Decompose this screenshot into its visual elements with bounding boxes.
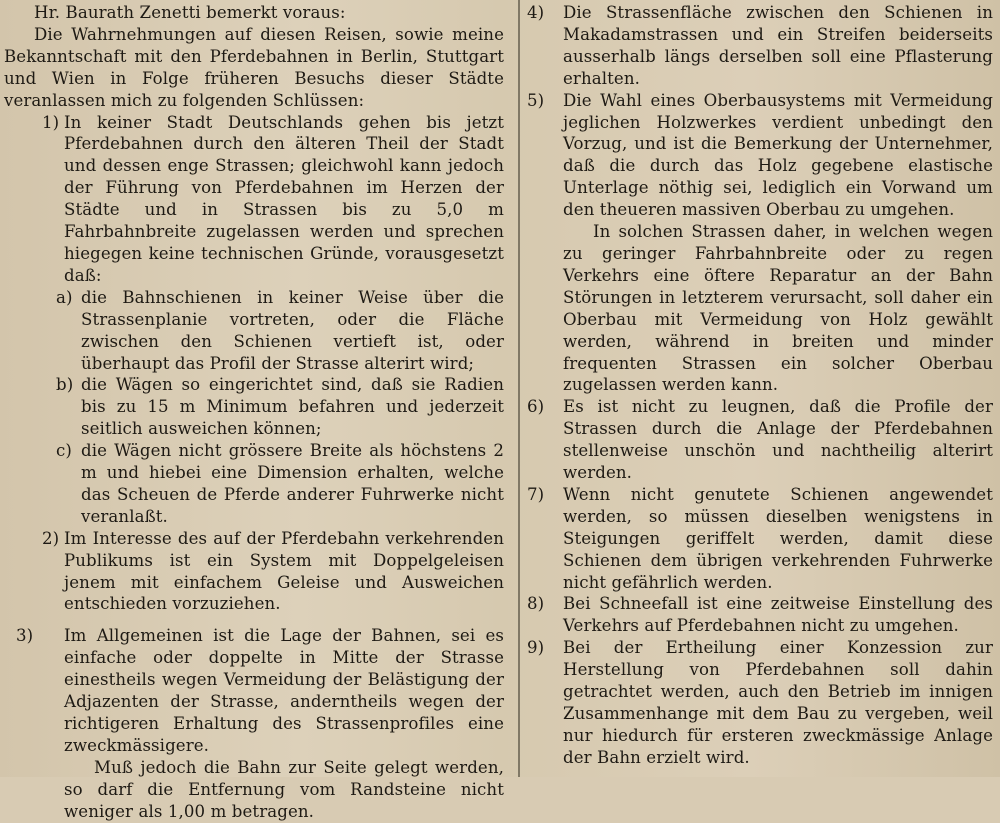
- item-text: die Wägen nicht grössere Breite als höchstens 2 m und hiebei eine Dimension erhalten, welche das Scheuen de Pferde anderer Fuhrwerke nicht veranlaßt.: [81, 441, 504, 526]
- item-text: Bei der Ertheilung einer Konzession zur Herstellung von Pferdebahnen soll dahin getrachtet werden, auch den Betrieb im innigen Zusammenhange mit dem Bau zu vergeben, weil nur hiedurch für ersteren zweckmässige Anlage der Bahn erzielt wird.: [563, 638, 993, 767]
- item-text: In keiner Stadt Deutschlands gehen bis jetzt Pferdebahnen durch den älteren Theil der Stadt und dessen enge Strassen; gleichwohl kann jedoch der Führung von Pferdebahnen im Herzen der Städte und in Strassen bis zu 5,0 m Fahrbahnbreite zugelassen werden und sprechen hiegegen keine technischen Gründe, vorausgesetzt daß:: [64, 112, 504, 285]
- intro-paragraph: Die Wahrnehmungen auf diesen Reisen, sowie meine Bekanntschaft mit den Pferdebahnen in Berlin, Stuttgart und Wien in Folge früheren Besuchs dieser Städte veranlassen mich zu folgenden Schlüssen:: [4, 24, 504, 110]
- list-item: [525, 2, 993, 90]
- continuation-paragraph: Muß jedoch die Bahn zur Seite gelegt werden, so darf die Entfernung vom Randsteine nicht weniger als 1,00 m betragen.: [64, 757, 504, 821]
- item-number: 5): [527, 90, 545, 110]
- item-number: 8): [527, 594, 545, 614]
- list-item: [525, 90, 993, 221]
- item-text: Es ist nicht zu leugnen, daß die Profile der Strassen durch die Anlage der Pferdebahnen stellenweise unschön und nachtheilig alterirt werden.: [563, 397, 993, 483]
- list-item: [525, 637, 993, 768]
- section-heading: Hr. Baurath Zenetti bemerkt voraus:: [34, 3, 346, 22]
- item-number: 2): [42, 528, 60, 548]
- list-item: [525, 593, 993, 637]
- item-number: 1): [42, 112, 60, 132]
- item-text: Bei Schneefall ist eine zeitweise Einstellung des Verkehrs auf Pferdebahnen nicht zu umgehen.: [563, 594, 993, 636]
- item-text: Die Strassenfläche zwischen den Schienen in Makadamstrassen und ein Streifen beiderseits ausserhalb längs derselben soll eine Pflasterung erhalten.: [563, 3, 993, 88]
- item-text: die Wägen so eingerichtet sind, daß sie Radien bis zu 15 m Minimum befahren und jederzeit seitlich ausweichen können;: [81, 375, 504, 439]
- continuation-paragraph: In solchen Strassen daher, in welchen wegen zu geringer Fahrbahnbreite oder zu regen Verkehrs eine öftere Reparatur an der Bahn Störungen in letzterem verursacht, soll daher ein Oberbau mit Vermeidung von Holz gewählt werden, während in breiten und minder frequenten Strassen ein solcher Oberbau zugelassen werden kann.: [563, 222, 993, 395]
- sub-list-item: [4, 287, 504, 375]
- list-item: [525, 484, 993, 594]
- item-text: Wenn nicht genutete Schienen angewendet werden, so müssen dieselben wenigstens in Steigungen geriffelt werden, damit diese Schienen dem übrigen verkehrenden Fuhrwerke nicht gefährlich werden.: [563, 484, 993, 592]
- item-number: 9): [527, 638, 545, 658]
- item-text: Die Wahl eines Oberbausystems mit Vermeidung jeglichen Holzwerkes verdient unbedingt den Vorzug, und ist die Bemerkung der Unternehmer, daß die durch das Holz gegebene elastische Unterlage nöthig sei, lediglich ein Vorwand um den theueren massiven Oberbau zu umgehen.: [563, 90, 993, 220]
- list-item: [4, 112, 504, 287]
- sub-list-item: [4, 374, 504, 440]
- list-item: [4, 625, 504, 756]
- list-item: [4, 528, 504, 616]
- item-number: 6): [527, 397, 545, 417]
- left-column: [4, 2, 504, 823]
- item-letter: b): [56, 375, 74, 395]
- item-number: 4): [527, 3, 545, 22]
- column-divider: [518, 0, 520, 777]
- item-text: Im Allgemeinen ist die Lage der Bahnen, sei es einfache oder doppelte in Mitte der Strasse einestheils wegen Vermeidung der Belästigung der Adjazenten der Strasse, anderntheils wegen der richtigeren Erhaltung des Strassenprofiles eine zweckmässigere.: [64, 626, 504, 755]
- sub-list-item: [4, 440, 504, 528]
- item-number: 3): [16, 626, 34, 646]
- item-number: 7): [527, 484, 545, 504]
- list-item: [525, 396, 993, 484]
- item-text: Im Interesse des auf der Pferdebahn verkehrenden Publikums ist ein System mit Doppelgeleisen jenem mit einfachem Geleise und Ausweichen entschieden vorzuziehen.: [64, 528, 504, 614]
- item-letter: c): [56, 441, 72, 461]
- item-text: die Bahnschienen in keiner Weise über die Strassenplanie vortreten, oder die Fläche zwischen den Schienen vertieft ist, oder überhaupt das Profil der Strasse alterirt wird;: [81, 287, 504, 373]
- right-column: [525, 2, 993, 769]
- item-letter: a): [56, 287, 73, 307]
